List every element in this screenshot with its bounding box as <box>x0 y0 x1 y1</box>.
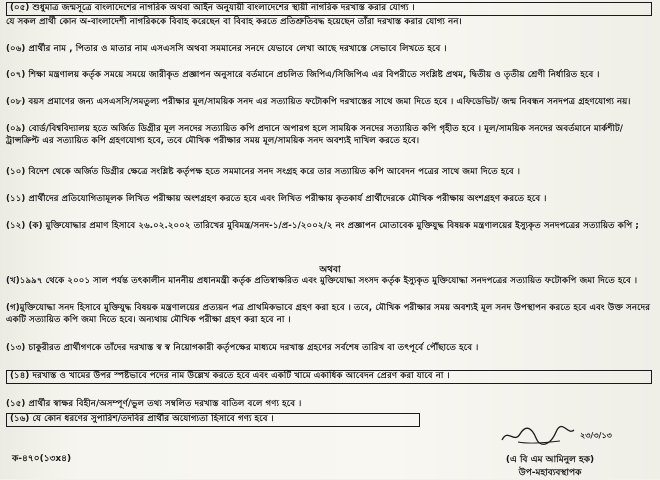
clause-16-text: (১৬) যে কোন ধরণের সুপারিশ/তদবির প্রার্থীর অযোগ্যতা হিসাবে গণ্য হবে । <box>10 414 274 424</box>
signature-date: ২৩/৩/১৩ <box>580 431 612 440</box>
clause-07 <box>6 70 652 82</box>
clause-08 <box>6 97 652 109</box>
clause-08-text: (০৮) বয়স প্রমাণের জন্য এসএসসি/সমতুল্য পরীক্ষার মূল/সাময়িক সনদ এর সত্যায়িত ফটোকপি দরখাস্তের সাথে জমা দিতে হবে । এফিডেভিট/ জন্ম নিবন্ধন সনদপত্র গ্রহণযোগ্য নয়। <box>6 97 631 107</box>
clause-14-text: (১৪) দরখাস্ত ও খামের উপর স্পষ্টভাবে পদের নাম উল্লেখ করতে হবে এবং একটি খামে একাধিক আবেদন প্রেরণ করা যাবে না । <box>10 371 450 381</box>
clause-13-text: (১৩) চাকুরীরত প্রার্থীগণকে তাঁদের দরখাস্ত স্ব স্ব নিয়োগকারী কর্তৃপক্ষের মাধ্যমে দরখাস্ত গ্রহণের সর্বশেষ তারিখ বা তৎপূর্বে পৌঁছাতে হবে । <box>6 343 479 353</box>
clause-11 <box>6 194 652 206</box>
clause-12c-text: (গ)মুক্তিযোদ্ধা সনদ হিসাবে মুক্তিযুদ্ধ বিষয়ক মন্ত্রণালয়ের প্রত্যয়ন পত্র প্রাথমিকভাবে গ্রহণ করা হবে । তবে, মৌখিক পরীক্ষার সময় অবশ্যই মূল সনদ উপস্থাপন করতে হবে এবং উক্ত সনদের একটি সত্যায়িত কপি জমা দিতে হবে। অন্যথায় মৌখিক পরীক্ষা গ্রহণ করা হবে না । <box>6 303 651 325</box>
clause-05-text: (০৫) শুধুমাত্র জন্মসূত্রে বাংলাদেশের নাগরিক অথবা আইন অনুযায়ী বাংলাদেশের স্থায়ী নাগরিক দরখাস্ত করার যোগ্য । <box>10 3 415 13</box>
signature-scribble <box>498 424 578 448</box>
clause-15 <box>6 399 652 411</box>
clause-12a-text: (১২) (ক) মুক্তিযোদ্ধার প্রমাণ হিসাবে ২৬.০২.২০০২ তারিখের মুবিমন্ত্র/সনদ-১/প্র-১/২০০২/২ নং প্রজ্ঞাপন মোতাবেক মুক্তিযুদ্ধ বিষয়ক মন্ত্রণালয়ের ইস্যুকৃত সনদপত্রের সত্যায়িত কপি ; <box>6 221 639 231</box>
clause-13 <box>6 343 652 355</box>
clause-10-text: (১০) বিদেশ থেকে অর্জিত ডিগ্রীর ক্ষেত্রে সংশ্লিষ্ট কর্তৃপক্ষ হতে সমমানের সনদ সংগ্রহ করে তার সত্যায়িত কপি আবেদন পত্রের সাথে জমা দিতে হবে । <box>6 167 521 177</box>
clause-12c <box>6 303 652 326</box>
clause-09 <box>6 124 652 147</box>
clause-16 <box>6 413 420 427</box>
signer-title: উপ-মহাব্যবস্থাপক <box>518 468 582 478</box>
clause-07-text: (০৭) শিক্ষা মন্ত্রণালয় কর্তৃক সময়ে সময়ে জারীকৃত প্রজ্ঞাপন অনুসারে বর্তমানে প্রচলিত জিপিএ/সিজিপিএ এর বিপরীতে সংশ্লিষ্ট প্রথম, দ্বিতীয় ও তৃতীয় শ্রেণী নির্ধারিত হবে । <box>6 70 600 80</box>
clause-05-note-text: যে সকল প্রার্থী কোন অ-বাংলাদেশী নাগরিককে বিবাহ করেছেন বা বিবাহ করতে প্রতিশ্রুতিবদ্ধ হয়েছেন তাঁরা দরখাস্ত করার যোগ্য নন। <box>6 17 462 27</box>
clause-14 <box>6 370 652 384</box>
clause-12a <box>6 221 652 233</box>
clause-12b <box>6 276 652 288</box>
clause-11-text: (১১) প্রার্থীদের প্রতিযোগিতামূলক লিখিত পরীক্ষায় অংশগ্রহণ করতে হবে এবং লিখিত পরীক্ষায় কৃতকার্য প্রার্থীদেরকে মৌখিক পরীক্ষায় অংশগ্রহণ করতে হবে । <box>6 194 547 204</box>
or-separator: অথবা <box>319 265 341 275</box>
clause-06-text: (০৬) প্রার্থীর নাম , পিতার ও মাতার নাম এসএসসি অথবা সমমানের সনদে যেভাবে লেখা আছে দরখাস্তে সেভাবে লিখতে হবে । <box>6 44 447 54</box>
signer-name: (এ বি এম আমিনুল হক) <box>505 455 595 465</box>
clause-15-text: (১৫) প্রার্থীর স্বাক্ষর বিহীন/অসম্পূর্ণ/ভুল তথ্য সম্বলিত দরখাস্ত বাতিল বলে গণ্য হবে । <box>6 399 302 409</box>
print-code: ক-৪৭০(১৩x৪) <box>12 454 72 464</box>
clause-06 <box>6 44 652 56</box>
clause-12b-text: (খ)১৯৯৭ থেকে ২০০১ সাল পর্যন্ত তৎকালীন মাননীয় প্রধানমন্ত্রী কর্তৃক প্রতিস্বাক্ষরিত এবং মুক্তিযোদ্ধা সংসদ কর্তৃক ইস্যুকৃত মুক্তিযোদ্ধা সনদপত্রের সত্যায়িত ফটোকপি জমা দিতে হবে । <box>6 276 638 286</box>
clause-05 <box>6 2 652 16</box>
clause-10 <box>6 167 652 179</box>
clause-05-note <box>6 17 652 29</box>
clause-09-text: (০৯) বোর্ড/বিশ্ববিদ্যালয় হতে অর্জিত ডিগ্রীর মূল সনদের সত্যায়িত কপি প্রদানে অপারগ হলে সাময়িক সনদের সত্যায়িত কপি গৃহীত হবে । মূল/সাময়িক সনদের অবর্তমানে মার্কশীট/ট্রান্সক্রিপ্ট এর সত্যায়িত কপি গ্রহণযোগ্য হবে, তবে মৌখিক পরীক্ষার সময় মূল/সাময়িক সনদ অবশ্যই দাখিল করতে হবে। <box>6 124 624 146</box>
